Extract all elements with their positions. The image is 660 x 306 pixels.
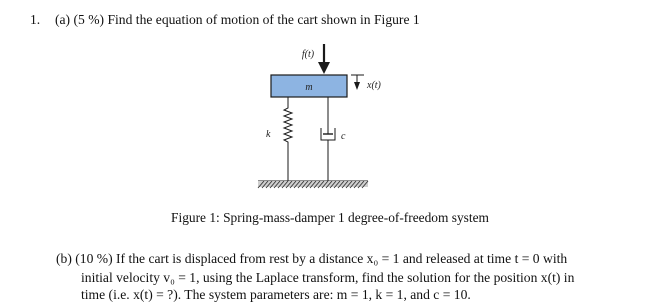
part-b-line-3: time (i.e. x(t) = ?). The system parameters are: m = 1, k = 1, and c = 10.: [81, 287, 471, 302]
spring-label: k: [266, 129, 271, 140]
spring: [284, 97, 292, 181]
mass-label: m: [305, 82, 313, 93]
part-b-line-1: (b) (10 %) If the cart is displaced from rest by a distance x₀ = 1 and released at time t = 0 with: [56, 251, 568, 266]
displacement-arrow: [351, 75, 364, 90]
force-label: f(t): [301, 49, 315, 60]
figure-caption: Figure 1: Spring-mass-damper 1 degree-of-freedom system: [171, 210, 489, 225]
ground: [258, 181, 368, 188]
part-a-text: (a) (5 %) Find the equation of motion of the cart shown in Figure 1: [55, 12, 420, 27]
problem-number: 1.: [30, 12, 41, 27]
part-b-line-2: initial velocity v₀ = 1, using the Laplace transform, find the solution for the position x(t) in: [81, 270, 575, 285]
displacement-label: x(t): [367, 80, 381, 91]
spring-mass-damper-figure: [254, 38, 414, 198]
damper: [321, 97, 335, 181]
damper-label: c: [341, 131, 346, 142]
force-arrow: [318, 44, 330, 74]
